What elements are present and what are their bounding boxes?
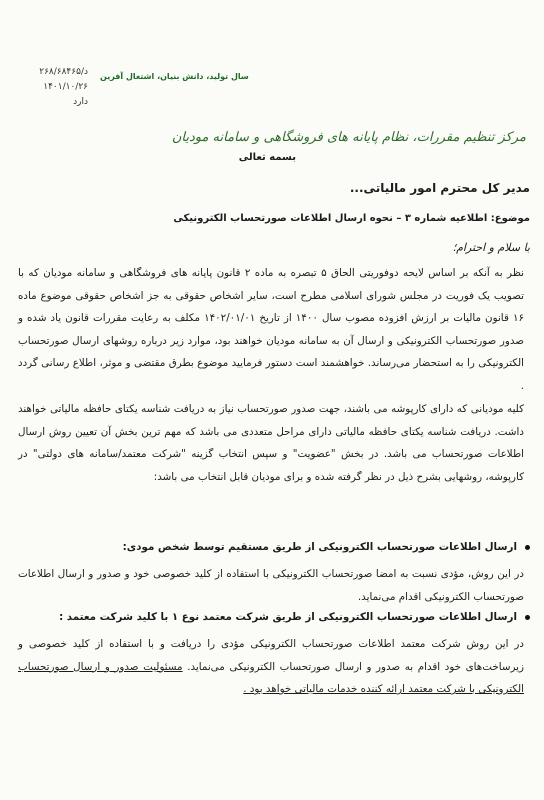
bullet-item-2 (14, 611, 530, 623)
letter-number: د/۲۶۸/۶۸۴۶۵ (39, 67, 88, 77)
body-paragraph-1: نظر به آنکه بر اساس لایحه دوفوریتی الحاق ۵ تبصره به ماده ۲ قانون پایانه های فروشگاهی و سامانه مودیان که با تصویب یک فوریت در مجلس شورای اسلامی مطرح است، سایر اشخاص حقوقی به جز اشخاص حقوقی موضوع ماده ۱۶ قانون مالیات بر ارزش افزوده مصوب سال ۱۴۰۰ از تاریخ ۱۴۰۲/۰۱/۰۱ مکلف به رعایت مقررات قانون یاد شده و صدور صورتحساب الکترونیکی و ارسال آن به سامانه مودیان خواهند بود، موارد زیر درباره روشهای ارسال صورتحساب الکترونیکی را به استحضار می‌رساند. خواهشمند است دستور فرمایید موضوع بطرق مقتضی و موثر، اطلاع رسانی گردد . (18, 267, 525, 392)
recipient-line: مدیر کل محترم امور مالیاتی... (349, 181, 530, 195)
bullet-dot-icon (525, 615, 530, 620)
basmala: بسمه تعالی (238, 152, 296, 163)
bullet-2-body (18, 633, 524, 701)
bullet-1-title: ارسال اطلاعات صورتحساب الکترونیکی از طریق مستقیم توسط شخص مودی: (122, 541, 517, 553)
bullet-2-title: ارسال اطلاعات صورتحساب الکترونیکی از طریق شرکت معتمد نوع ۱ با کلید شرکت معتمد : (59, 611, 517, 623)
subject-line: موضوع: اطلاعیه شماره ۳ – نحوه ارسال اطلاعات صورتحساب الکترونیکی (173, 213, 530, 224)
year-slogan: سال تولید، دانش بنیان، اشتغال آفرین (100, 72, 249, 81)
bullet-2-responsibility-note: مسئولیت صدور و ارسال صورتحساب الکترونیکی با شرکت معتمد ارائه کننده خدمات مالیاتی خواهد بود . (18, 660, 524, 695)
organization-letterhead: مرکز تنظیم مقررات، نظام پایانه های فروشگاهی و سامانه مودیان (171, 130, 526, 145)
bullet-item-1 (14, 541, 530, 553)
bullet-1-body: در این روش، مؤدی نسبت به امضا صورتحساب الکترونیکی با استفاده از کلید خصوصی خود و صدور و ارسال اطلاعات صورتحساب الکترونیکی اقدام می‌نماید. (18, 568, 524, 603)
greeting: با سلام و احترام؛ (452, 241, 530, 254)
letter-date: ۱۴۰۱/۱۰/۲۶ (43, 82, 88, 92)
letter-attachment: دارد (73, 97, 88, 107)
bullet-2-body-text: در این روش شرکت معتمد اطلاعات صورتحساب الکترونیکی مؤدی را دریافت و با استفاده از کلید خصوصی و زیرساخت‌های خود اقدام به صدور و ارسال صورتحساب الکترونیکی می‌نماید. (18, 638, 525, 673)
bullet-dot-icon (525, 545, 530, 550)
body-paragraph-2: کلیه مودیانی که دارای کارپوشه می باشند، جهت صدور صورتحساب نیاز به دریافت شناسه یکتای حافظه مالیاتی خواهند داشت. دریافت شناسه یکتای حافظه مالیاتی دارای مراحل متعددی می باشد که مهم ترین بخش آن تعیین روش ارسال اطلاعات صورتحساب می باشد. در بخش "عضویت" و سپس انتخاب گزینه "شرکت معتمد/سامانه های دولتی" در کارپوشه، روشهایی بشرح ذیل در نظر گرفته شده و برای مودیان قابل انتخاب می باشد: (18, 403, 524, 483)
letter-meta (8, 65, 88, 110)
